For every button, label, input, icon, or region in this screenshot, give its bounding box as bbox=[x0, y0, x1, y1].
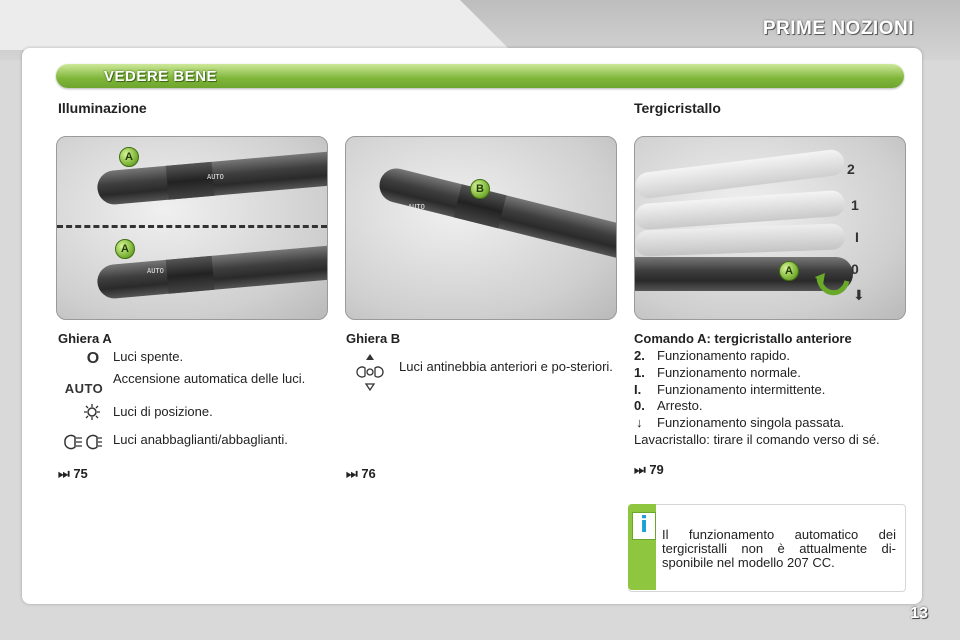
washer-text: Lavacristallo: tirare il comando verso di sé. bbox=[634, 432, 880, 447]
wiper-illustration bbox=[634, 136, 906, 320]
section-title: VEDERE BENE bbox=[104, 68, 218, 85]
page-ref-icon: ⏭ bbox=[346, 466, 358, 481]
wiper-position-1: 1 bbox=[851, 197, 859, 213]
ring-a-item-off: Luci spente. bbox=[113, 349, 184, 364]
ring-a-ref-number: 75 bbox=[73, 466, 88, 481]
ring-a-item-auto: Accensione automatica delle luci. bbox=[113, 371, 306, 386]
stalk-auto-label: AUTO bbox=[207, 173, 224, 181]
single-wipe-key-icon: ↓ bbox=[636, 415, 643, 430]
wiper-item-fast: Funzionamento rapido. bbox=[657, 348, 790, 363]
ring-a-item-beams: Luci anabbaglianti/abbaglianti. bbox=[113, 432, 288, 447]
header-tab bbox=[0, 0, 510, 50]
ring-a-ref[interactable] bbox=[58, 466, 88, 482]
position-lights-icon bbox=[80, 402, 104, 422]
dashed-divider bbox=[57, 225, 327, 228]
marker-a-lower: A bbox=[115, 239, 135, 259]
ring-b-text: Luci antinebbia anteriori e po-steriori. bbox=[399, 359, 613, 374]
info-icon: i bbox=[632, 512, 656, 540]
wiper-position-0: 0 bbox=[851, 261, 859, 277]
marker-a-upper: A bbox=[119, 147, 139, 167]
ring-a-title: Ghiera A bbox=[58, 331, 112, 346]
wipers-ref[interactable] bbox=[634, 462, 664, 478]
rotation-arrow-icon bbox=[813, 267, 853, 301]
wiper-item-stop: Arresto. bbox=[657, 398, 703, 413]
wiper-item-normal: Funzionamento normale. bbox=[657, 365, 801, 380]
page-ref-icon: ⏭ bbox=[634, 462, 646, 477]
fog-lights-icon bbox=[352, 352, 388, 392]
stalk-auto-label: AUTO bbox=[147, 267, 164, 275]
stalk-auto-label: AUTO bbox=[408, 203, 425, 211]
marker-a-wiper: A bbox=[779, 261, 799, 281]
marker-b: B bbox=[470, 179, 490, 199]
wiper-position-2: 2 bbox=[847, 161, 855, 177]
ring-b-title: Ghiera B bbox=[346, 331, 401, 346]
ring-b-illustration bbox=[345, 136, 617, 320]
wiper-key-i: I. bbox=[634, 382, 642, 397]
wiper-position-i: I bbox=[855, 229, 859, 245]
chapter-title: PRIME NOZIONI bbox=[762, 18, 914, 39]
ring-b-ref-number: 76 bbox=[361, 466, 376, 481]
ring-a-item-position: Luci di posizione. bbox=[113, 404, 213, 419]
page-number: 13 bbox=[910, 605, 928, 622]
ring-b-ref[interactable] bbox=[346, 466, 376, 482]
wiper-item-intermittent: Funzionamento intermittente. bbox=[657, 382, 826, 397]
wipers-heading: Tergicristallo bbox=[634, 100, 721, 116]
wipers-title: Comando A: tergicristallo anteriore bbox=[634, 331, 852, 346]
info-note-text: Il funzionamento automatico dei tergicristalli non è attualmente di-sponibile nel modello 207 CC. bbox=[662, 527, 896, 570]
low-high-beam-icon bbox=[60, 433, 104, 451]
page-ref-icon: ⏭ bbox=[58, 466, 70, 481]
single-wipe-arrow-icon: ⬇ bbox=[853, 287, 865, 303]
auto-lights-icon: AUTO bbox=[64, 380, 104, 396]
lighting-heading: Illuminazione bbox=[58, 100, 147, 116]
wiper-key-0: 0. bbox=[634, 398, 645, 413]
section-bar bbox=[56, 64, 904, 88]
wiper-item-single: Funzionamento singola passata. bbox=[657, 415, 845, 430]
ring-a-illustration bbox=[56, 136, 328, 320]
fog-stalk bbox=[376, 165, 617, 263]
lights-off-icon: O bbox=[86, 350, 100, 367]
wipers-ref-number: 79 bbox=[649, 462, 664, 477]
wiper-key-2: 2. bbox=[634, 348, 645, 363]
wiper-key-1: 1. bbox=[634, 365, 645, 380]
